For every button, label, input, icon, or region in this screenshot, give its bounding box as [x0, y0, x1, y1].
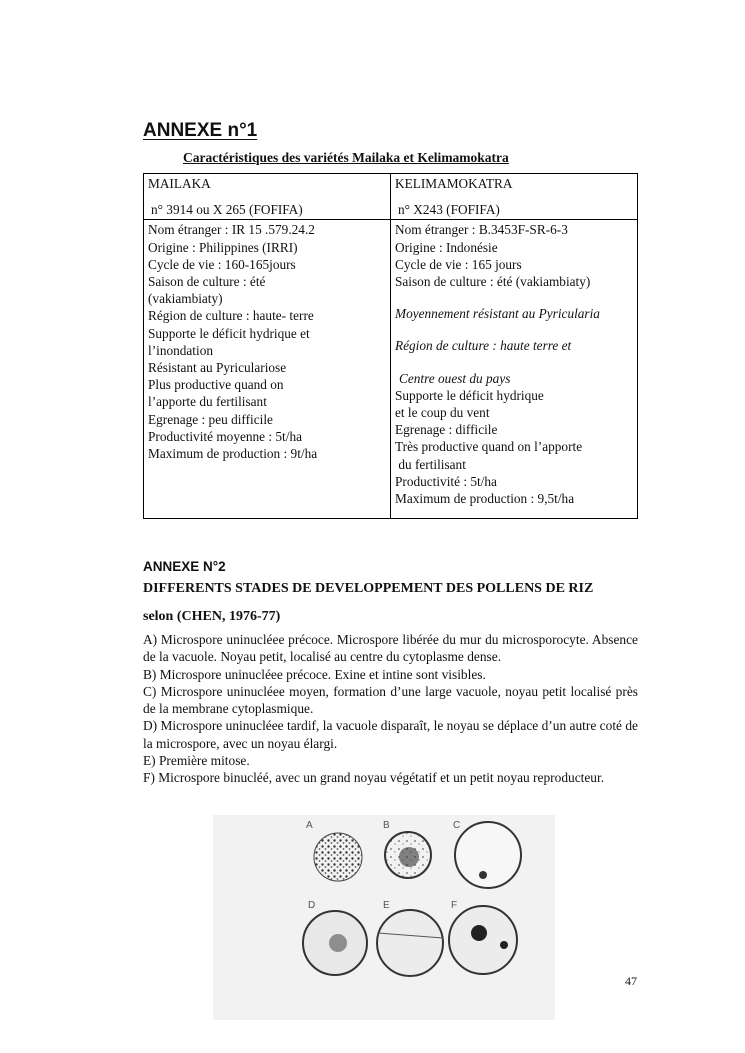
detail-line: Nom étranger : IR 15 .579.24.2	[148, 222, 315, 238]
detail-line: Egrenage : difficile	[395, 422, 498, 438]
pollen-d-nucleus	[329, 934, 347, 952]
detail-line: Supporte le déficit hydrique et	[148, 325, 310, 341]
variety-number: n° X243 (FOFIFA)	[398, 202, 500, 218]
pollen-a	[314, 833, 362, 881]
detail-line: Supporte le déficit hydrique	[395, 387, 544, 403]
detail-line: Région de culture : haute terre et	[395, 338, 572, 354]
spacer	[395, 290, 633, 305]
table-detail-row	[144, 220, 638, 519]
spacer	[395, 322, 633, 337]
detail-line: Saison de culture : été (vakiambiaty)	[395, 274, 591, 290]
annex2-heading	[143, 581, 638, 625]
detail-line: Centre ouest du pays	[399, 370, 511, 386]
detail-line: Cycle de vie : 165 jours	[395, 256, 522, 272]
detail-line: Egrenage : peu difficile	[148, 411, 273, 427]
detail-line: Maximum de production : 9,5t/ha	[395, 491, 575, 507]
detail-line: (vakiambiaty)	[148, 291, 223, 307]
detail-line: Productivité : 5t/ha	[395, 473, 497, 489]
stage-item: F) Microspore binucléé, avec un grand noyau végétatif et un petit noyau reproducteur.	[143, 770, 605, 786]
detail-line: Région de culture : haute- terre	[148, 308, 314, 324]
mailaka-header-cell	[144, 174, 391, 220]
kelimamokatra-details-cell	[391, 220, 638, 519]
figure-label-e: E	[383, 900, 390, 911]
annex2-heading-line1: DIFFERENTS STADES DE DEVELOPPEMENT DES POLLENS DE RIZ	[143, 581, 594, 596]
table-header-row	[144, 174, 638, 220]
annex1-subtitle: Caractéristiques des variétés Mailaka et Kelimamokatra	[183, 150, 509, 165]
kelimamokatra-header-cell	[391, 174, 638, 220]
detail-line: Productivité moyenne : 5t/ha	[148, 428, 302, 444]
detail-line: Résistant au Pyriculariose	[148, 360, 287, 376]
variety-name: MAILAKA	[148, 176, 211, 191]
variety-number: n° 3914 ou X 265 (FOFIFA)	[151, 202, 303, 218]
pollen-e	[377, 910, 443, 976]
annex2-title: ANNEXE N°2	[143, 559, 226, 574]
annex1-title: ANNEXE n°1	[143, 120, 258, 141]
pollen-f	[449, 906, 517, 974]
detail-line: Plus productive quand on	[148, 377, 284, 393]
detail-line: Maximum de production : 9t/ha	[148, 446, 318, 462]
variety-name: KELIMAMOKATRA	[395, 176, 513, 191]
pollen-c-nucleus	[479, 871, 487, 879]
detail-line: l’apporte du fertilisant	[148, 394, 267, 410]
mailaka-details-cell	[144, 220, 391, 519]
detail-line: du fertilisant	[395, 456, 466, 472]
stage-item: C) Microspore uninucléee moyen, formation d’une large vacuole, noyau petit localisé près de la membrane cytoplasmique.	[143, 683, 638, 717]
detail-line: et le coup du vent	[395, 405, 490, 421]
detail-line: Origine : Philippines (IRRI)	[148, 239, 298, 255]
stage-item: A) Microspore uninucléee précoce. Microspore libérée du mur du microsporocyte. Absence de la vacuole. Noyau petit, localisé au centre du cytoplasme dense.	[143, 632, 638, 665]
detail-line: Origine : Indonésie	[395, 239, 498, 255]
detail-line: Cycle de vie : 160-165jours	[148, 256, 296, 272]
pollen-b-core	[399, 847, 419, 867]
spacer	[395, 355, 633, 370]
pollen-c	[455, 822, 521, 888]
detail-line: Saison de culture : été	[148, 274, 266, 290]
annex2-heading-line2: selon (CHEN, 1976-77)	[143, 609, 281, 624]
pollen-stages-figure	[213, 815, 555, 1020]
stage-item: E) Première mitose.	[143, 753, 250, 769]
figure-label-f: F	[451, 900, 458, 911]
stages-list	[143, 631, 638, 787]
stage-item: B) Microspore uninucléee précoce. Exine et intine sont visibles.	[143, 666, 486, 682]
detail-line: Moyennement résistant au Pyricularia	[395, 306, 600, 322]
detail-line: l’inondation	[148, 342, 213, 358]
figure-label-b: B	[383, 820, 390, 831]
pollen-f-nucleus-small	[500, 941, 508, 949]
figure-label-c: C	[453, 820, 461, 831]
varieties-table	[143, 173, 638, 519]
detail-line: Nom étranger : B.3453F-SR-6-3	[395, 222, 568, 238]
page-number: 47	[625, 974, 637, 988]
figure-label-d: D	[308, 900, 316, 911]
figure-label-a: A	[306, 820, 313, 831]
stage-item: D) Microspore uninucléee tardif, la vacuole disparaît, le noyau se déplace d’un autre coté de la microspore, avec un noyau élargi.	[143, 718, 638, 751]
pollen-f-nucleus-large	[471, 925, 487, 941]
detail-line: Très productive quand on l’apporte	[395, 439, 583, 455]
